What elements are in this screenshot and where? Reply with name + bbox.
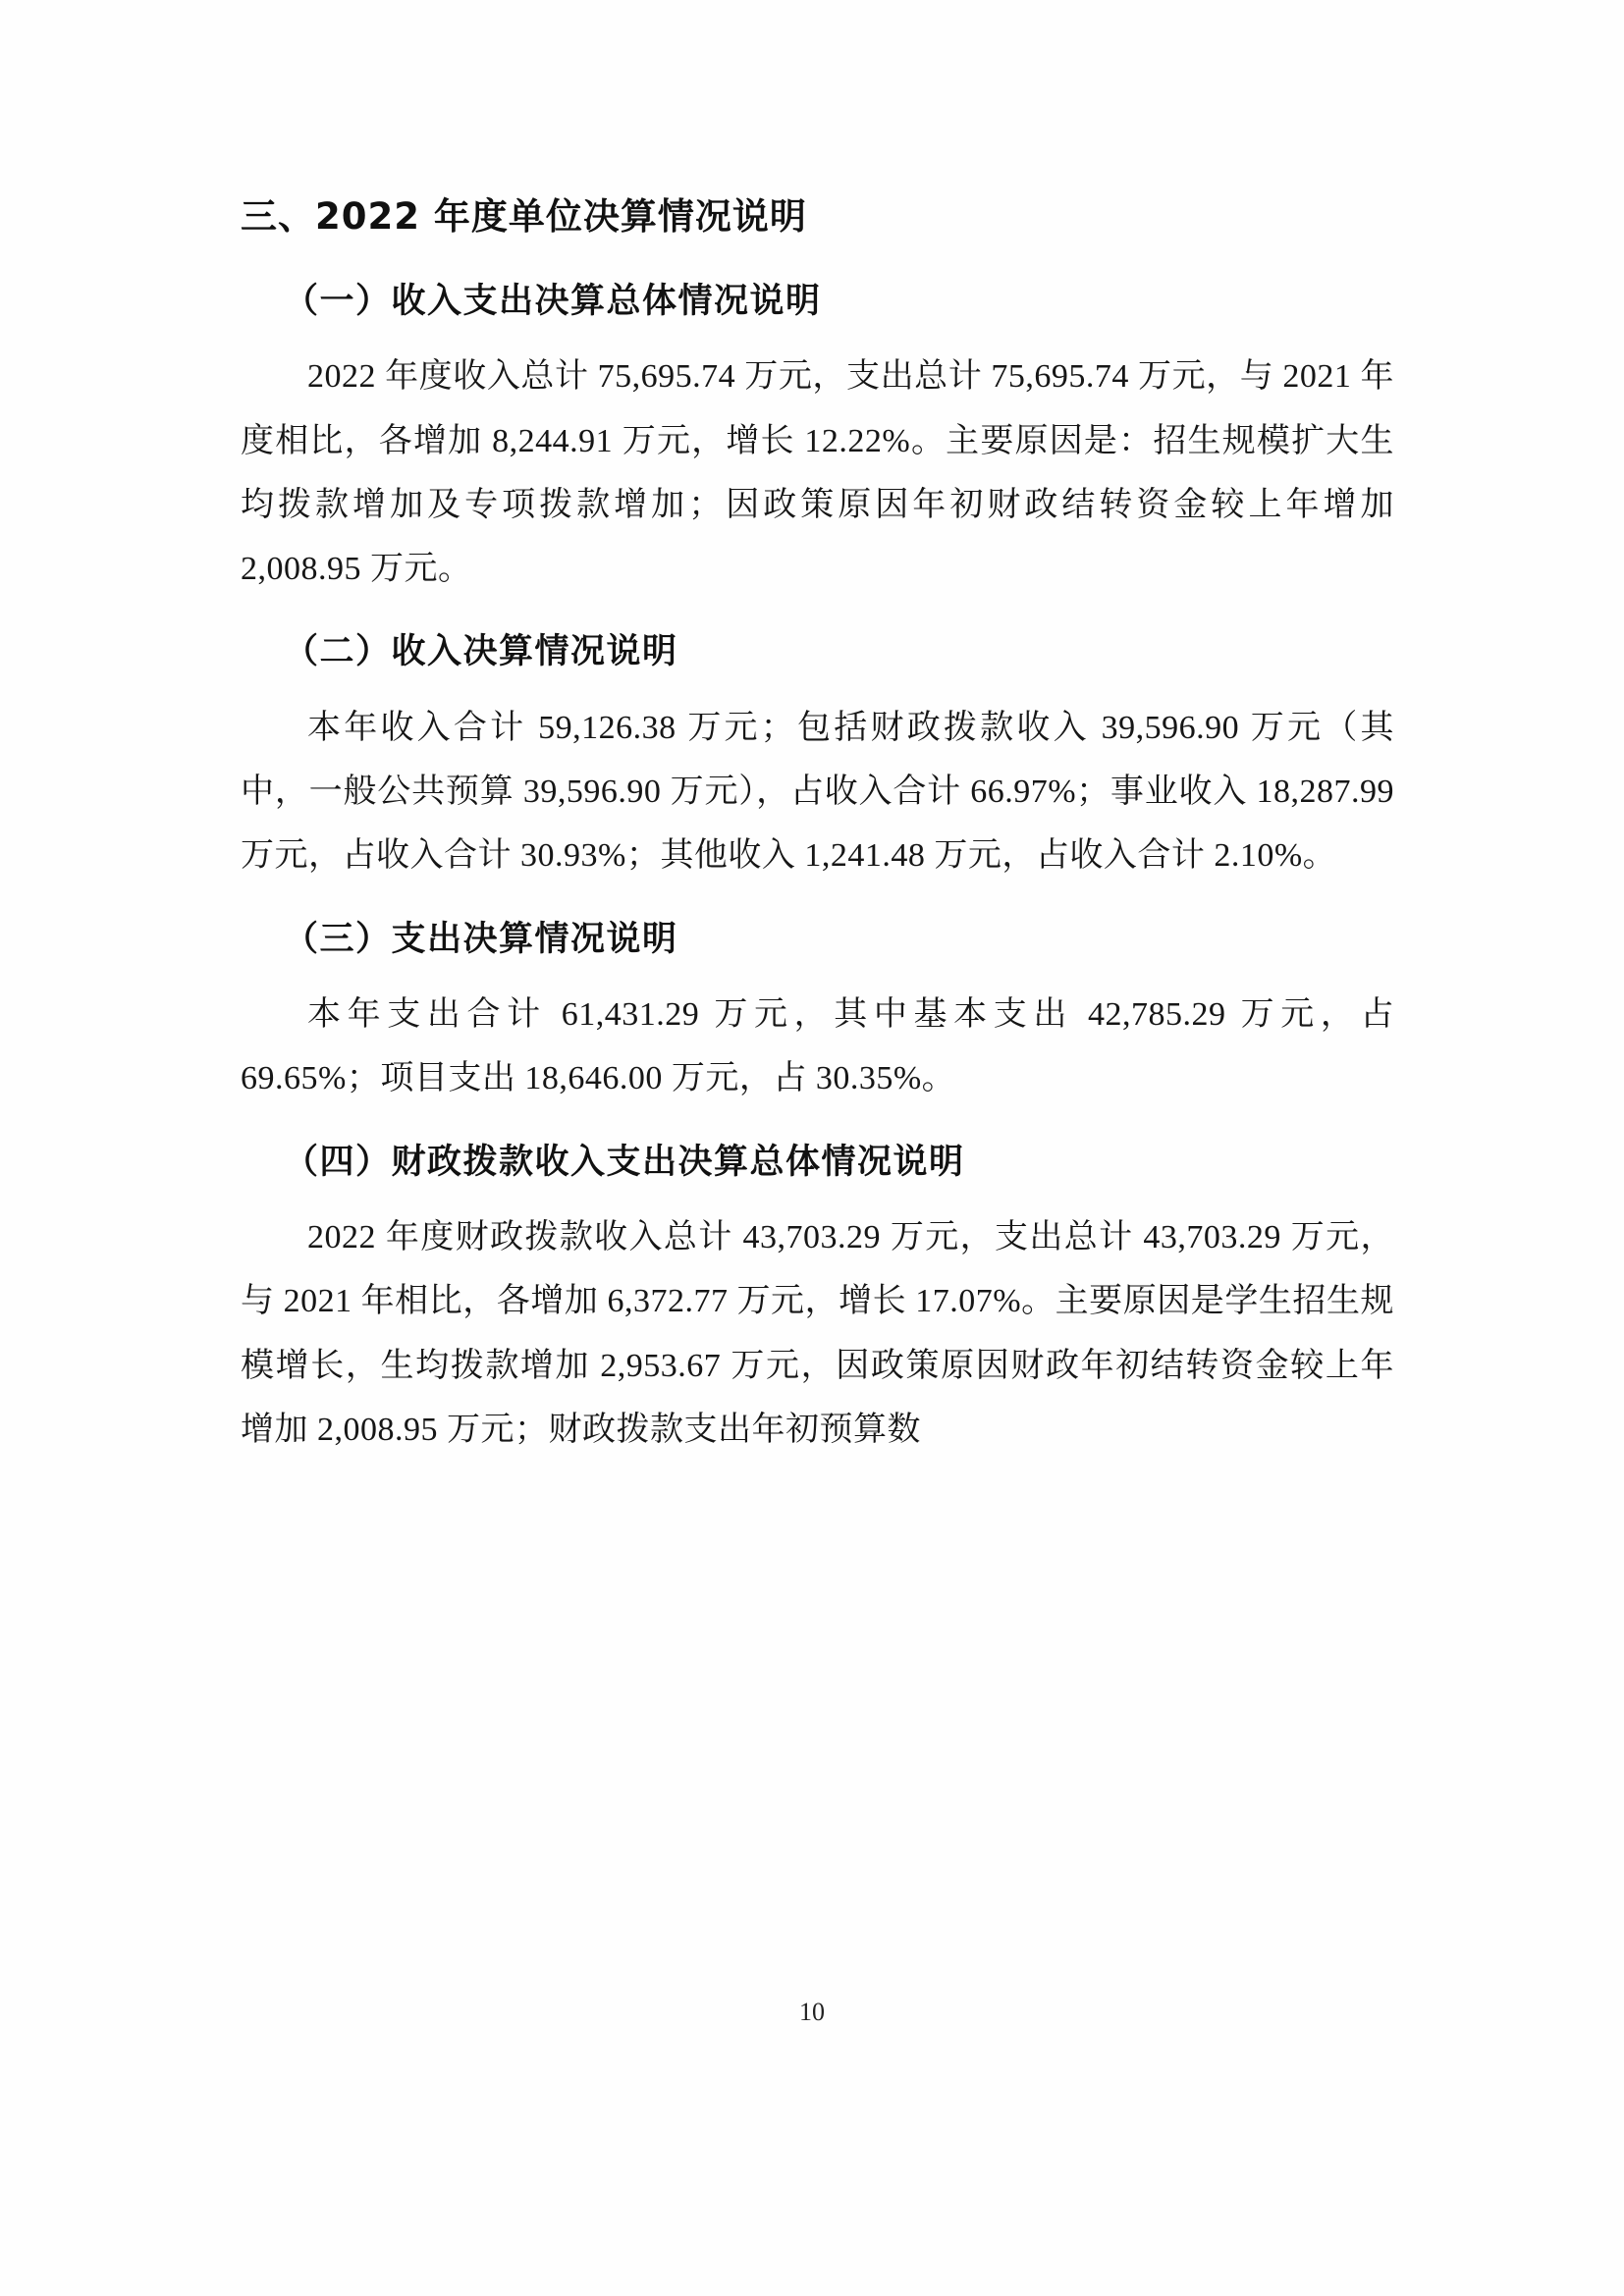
page-title: 三、2022 年度单位决算情况说明 — [241, 195, 807, 238]
document-content — [241, 191, 1394, 1491]
page-number: 10 — [799, 1998, 825, 2026]
subsection-heading-4: （四）财政拨款收入支出决算总体情况说明 — [284, 1141, 965, 1182]
subsection-heading-1: （一）收入支出决算总体情况说明 — [284, 280, 822, 321]
subsection-paragraph-4: 2022 年度财政拨款收入总计 43,703.29 万元，支出总计 43,703.29 万元，与 2021 年相比，各增加 6,372.77 万元，增长 17.07%。主要原因是学生招生规模增长，生均拨款增加 2,953.67 万元，因政策原因财政年初结转资金较上年增加 2,008.95 万元；财政拨款支出年初预算数 — [241, 1219, 1394, 1448]
subsection-paragraph-1: 2022 年度收入总计 75,695.74 万元，支出总计 75,695.74 万元，与 2021 年度相比，各增加 8,244.91 万元，增长 12.22%。主要原因是：招生规模扩大生均拨款增加及专项拨款增加；因政策原因年初财政结转资金较上年增加 2,008.95 万元。 — [241, 358, 1394, 588]
subsection-heading-2: （二）收入决算情况说明 — [284, 631, 678, 672]
subsection-paragraph-2: 本年收入合计 59,126.38 万元；包括财政拨款收入 39,596.90 万元（其中，一般公共预算 39,596.90 万元），占收入合计 66.97%；事业收入 18,287.99 万元，占收入合计 30.93%；其他收入 1,241.48 万元，占收入合计 2.10%。 — [241, 709, 1394, 875]
subsection-paragraph-3: 本年支出合计 61,431.29 万元，其中基本支出 42,785.29 万元，占 69.65%；项目支出 18,646.00 万元，占 30.35%。 — [241, 996, 1394, 1097]
subsection-heading-3: （三）支出决算情况说明 — [284, 918, 678, 959]
